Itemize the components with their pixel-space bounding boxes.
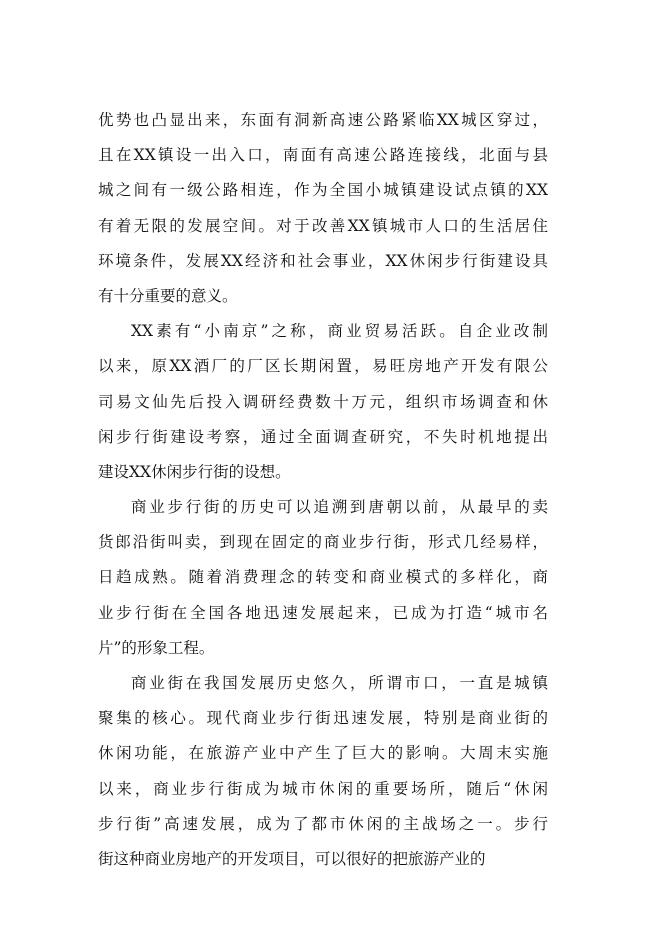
- text-line: 城之间有一级公路相连，作为全国小城镇建设试点镇的XX: [98, 181, 548, 200]
- paragraph: [98, 666, 548, 877]
- document-body: [98, 103, 548, 877]
- text-line: 片”的形象工程。: [98, 638, 215, 657]
- text-line: 且在XX镇设一出入口，南面有高速公路连接线，北面与县: [98, 146, 548, 165]
- text-line: 闲步行街建设考察，通过全面调查研究，不失时机地提出: [98, 427, 548, 446]
- text-line: 步行街”高速发展，成为了都市休闲的主战场之一。步行: [98, 814, 548, 833]
- paragraph: [98, 314, 548, 490]
- text-line: 商业步行街的历史可以追溯到唐朝以前，从最早的卖: [131, 498, 548, 517]
- text-line: 建设XX休闲步行街的设想。: [98, 462, 291, 481]
- text-line: 司易文仙先后投入调研经费数十万元，组织市场调查和休: [98, 392, 548, 411]
- paragraph: [98, 490, 548, 666]
- text-line: 有着无限的发展空间。对于改善XX镇城市人口的生活居住: [98, 216, 548, 235]
- text-line: 优势也凸显出来，东面有洞新高速公路紧临XX城区穿过，: [98, 111, 548, 129]
- text-line: 商业街在我国发展历史悠久，所谓市口，一直是城镇: [131, 674, 548, 692]
- text-line: 街这种商业房地产的开发项目，可以很好的把旅游产业的: [98, 849, 486, 868]
- text-line: 以来，原XX酒厂的厂区长期闲置，易旺房地产开发有限公: [98, 357, 548, 376]
- text-line: 聚集的核心。现代商业步行街迅速发展，特别是商业街的: [98, 709, 548, 728]
- text-line: 日趋成熟。随着消费理念的转变和商业模式的多样化，商: [98, 568, 548, 587]
- text-line: 有十分重要的意义。: [98, 286, 238, 305]
- text-line: 货郎沿街叫卖，到现在固定的商业步行街，形式几经易样，: [98, 533, 548, 552]
- paragraph: [98, 103, 548, 314]
- text-line: 环境条件，发展XX经济和社会事业，XX休闲步行街建设具: [98, 251, 548, 270]
- text-line: 业步行街在全国各地迅速发展起来，已成为打造“城市名: [98, 603, 548, 622]
- text-line: 以来，商业步行街成为城市休闲的重要场所，随后“休闲: [98, 779, 548, 798]
- text-line: 休闲功能，在旅游产业中产生了巨大的影响。大周末实施: [98, 744, 548, 763]
- text-line: XX素有“小南京”之称，商业贸易活跃。自企业改制: [131, 322, 548, 341]
